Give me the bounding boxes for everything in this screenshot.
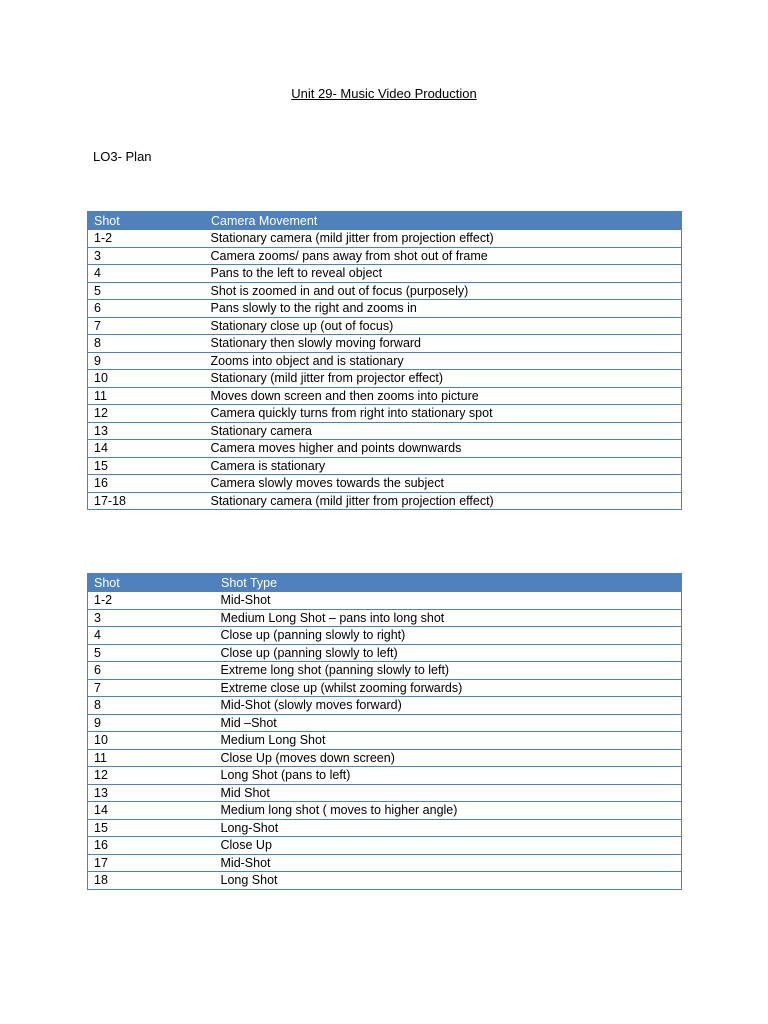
cell-shot-type: Medium long shot ( moves to higher angle) — [215, 802, 682, 820]
table-row — [88, 405, 682, 423]
table-row — [88, 387, 682, 405]
column-header-shot-type: Shot Type — [215, 574, 682, 592]
cell-shot-type: Mid-Shot — [215, 854, 682, 872]
table-row — [88, 627, 682, 645]
section-heading: LO3- Plan — [93, 149, 152, 164]
cell-shot: 4 — [88, 627, 215, 645]
cell-camera-movement: Stationary camera — [205, 422, 682, 440]
table-row — [88, 767, 682, 785]
table-row — [88, 335, 682, 353]
table-row — [88, 749, 682, 767]
table-row — [88, 352, 682, 370]
cell-shot: 9 — [88, 714, 215, 732]
table-row — [88, 819, 682, 837]
table-row — [88, 872, 682, 890]
cell-camera-movement: Moves down screen and then zooms into picture — [205, 387, 682, 405]
cell-shot: 13 — [88, 784, 215, 802]
cell-shot: 16 — [88, 837, 215, 855]
table-row — [88, 732, 682, 750]
cell-shot: 14 — [88, 440, 205, 458]
table-row — [88, 247, 682, 265]
cell-shot-type: Medium Long Shot — [215, 732, 682, 750]
cell-shot: 7 — [88, 317, 205, 335]
table-row — [88, 230, 682, 248]
column-header-camera-movement: Camera Movement — [205, 212, 682, 230]
table-row — [88, 802, 682, 820]
cell-camera-movement: Zooms into object and is stationary — [205, 352, 682, 370]
cell-shot: 5 — [88, 282, 205, 300]
table-row — [88, 475, 682, 493]
cell-shot: 18 — [88, 872, 215, 890]
document-title: Unit 29- Music Video Production — [291, 86, 477, 101]
cell-camera-movement: Camera is stationary — [205, 457, 682, 475]
cell-shot-type: Close up (panning slowly to left) — [215, 644, 682, 662]
cell-shot: 1-2 — [88, 592, 215, 610]
cell-camera-movement: Pans to the left to reveal object — [205, 265, 682, 283]
table-row — [88, 592, 682, 610]
cell-shot: 9 — [88, 352, 205, 370]
cell-shot-type: Medium Long Shot – pans into long shot — [215, 609, 682, 627]
table-row — [88, 609, 682, 627]
table-header-row — [88, 212, 682, 230]
cell-camera-movement: Stationary camera (mild jitter from projection effect) — [205, 492, 682, 510]
table-row — [88, 370, 682, 388]
cell-camera-movement: Stationary (mild jitter from projector effect) — [205, 370, 682, 388]
cell-shot: 3 — [88, 247, 205, 265]
cell-shot-type: Extreme long shot (panning slowly to left) — [215, 662, 682, 680]
cell-camera-movement: Stationary camera (mild jitter from projection effect) — [205, 230, 682, 248]
cell-shot: 12 — [88, 405, 205, 423]
cell-camera-movement: Stationary then slowly moving forward — [205, 335, 682, 353]
table-row — [88, 679, 682, 697]
table-row — [88, 492, 682, 510]
table-row — [88, 265, 682, 283]
cell-shot-type: Close Up (moves down screen) — [215, 749, 682, 767]
table-row — [88, 644, 682, 662]
cell-shot: 17-18 — [88, 492, 205, 510]
cell-shot: 6 — [88, 300, 205, 318]
cell-camera-movement: Stationary close up (out of focus) — [205, 317, 682, 335]
cell-camera-movement: Camera moves higher and points downwards — [205, 440, 682, 458]
cell-camera-movement: Camera quickly turns from right into stationary spot — [205, 405, 682, 423]
cell-shot: 15 — [88, 819, 215, 837]
cell-shot: 3 — [88, 609, 215, 627]
cell-shot-type: Mid-Shot (slowly moves forward) — [215, 697, 682, 715]
cell-shot-type: Mid-Shot — [215, 592, 682, 610]
table-row — [88, 697, 682, 715]
shot-type-table — [87, 573, 682, 890]
cell-shot: 4 — [88, 265, 205, 283]
cell-shot: 12 — [88, 767, 215, 785]
cell-shot: 17 — [88, 854, 215, 872]
cell-shot: 8 — [88, 335, 205, 353]
cell-shot: 1-2 — [88, 230, 205, 248]
table-row — [88, 282, 682, 300]
cell-camera-movement: Pans slowly to the right and zooms in — [205, 300, 682, 318]
cell-shot: 7 — [88, 679, 215, 697]
cell-shot: 16 — [88, 475, 205, 493]
table-row — [88, 422, 682, 440]
cell-shot: 14 — [88, 802, 215, 820]
table-row — [88, 714, 682, 732]
cell-shot-type: Long Shot (pans to left) — [215, 767, 682, 785]
table-row — [88, 837, 682, 855]
cell-camera-movement: Shot is zoomed in and out of focus (purposely) — [205, 282, 682, 300]
table-row — [88, 854, 682, 872]
table-row — [88, 440, 682, 458]
column-header-shot: Shot — [88, 574, 215, 592]
cell-shot-type: Mid Shot — [215, 784, 682, 802]
cell-shot-type: Close Up — [215, 837, 682, 855]
cell-shot-type: Long-Shot — [215, 819, 682, 837]
cell-shot: 8 — [88, 697, 215, 715]
cell-shot: 10 — [88, 732, 215, 750]
cell-shot: 11 — [88, 749, 215, 767]
cell-shot-type: Mid –Shot — [215, 714, 682, 732]
cell-shot-type: Extreme close up (whilst zooming forwards) — [215, 679, 682, 697]
table-header-row — [88, 574, 682, 592]
cell-shot-type: Close up (panning slowly to right) — [215, 627, 682, 645]
table-row — [88, 784, 682, 802]
table-row — [88, 317, 682, 335]
cell-shot: 10 — [88, 370, 205, 388]
cell-shot: 15 — [88, 457, 205, 475]
cell-shot: 6 — [88, 662, 215, 680]
cell-shot: 5 — [88, 644, 215, 662]
table-row — [88, 300, 682, 318]
cell-camera-movement: Camera slowly moves towards the subject — [205, 475, 682, 493]
cell-shot: 13 — [88, 422, 205, 440]
cell-shot: 11 — [88, 387, 205, 405]
table-row — [88, 662, 682, 680]
cell-camera-movement: Camera zooms/ pans away from shot out of frame — [205, 247, 682, 265]
table-row — [88, 457, 682, 475]
column-header-shot: Shot — [88, 212, 205, 230]
cell-shot-type: Long Shot — [215, 872, 682, 890]
camera-movement-table — [87, 211, 682, 510]
